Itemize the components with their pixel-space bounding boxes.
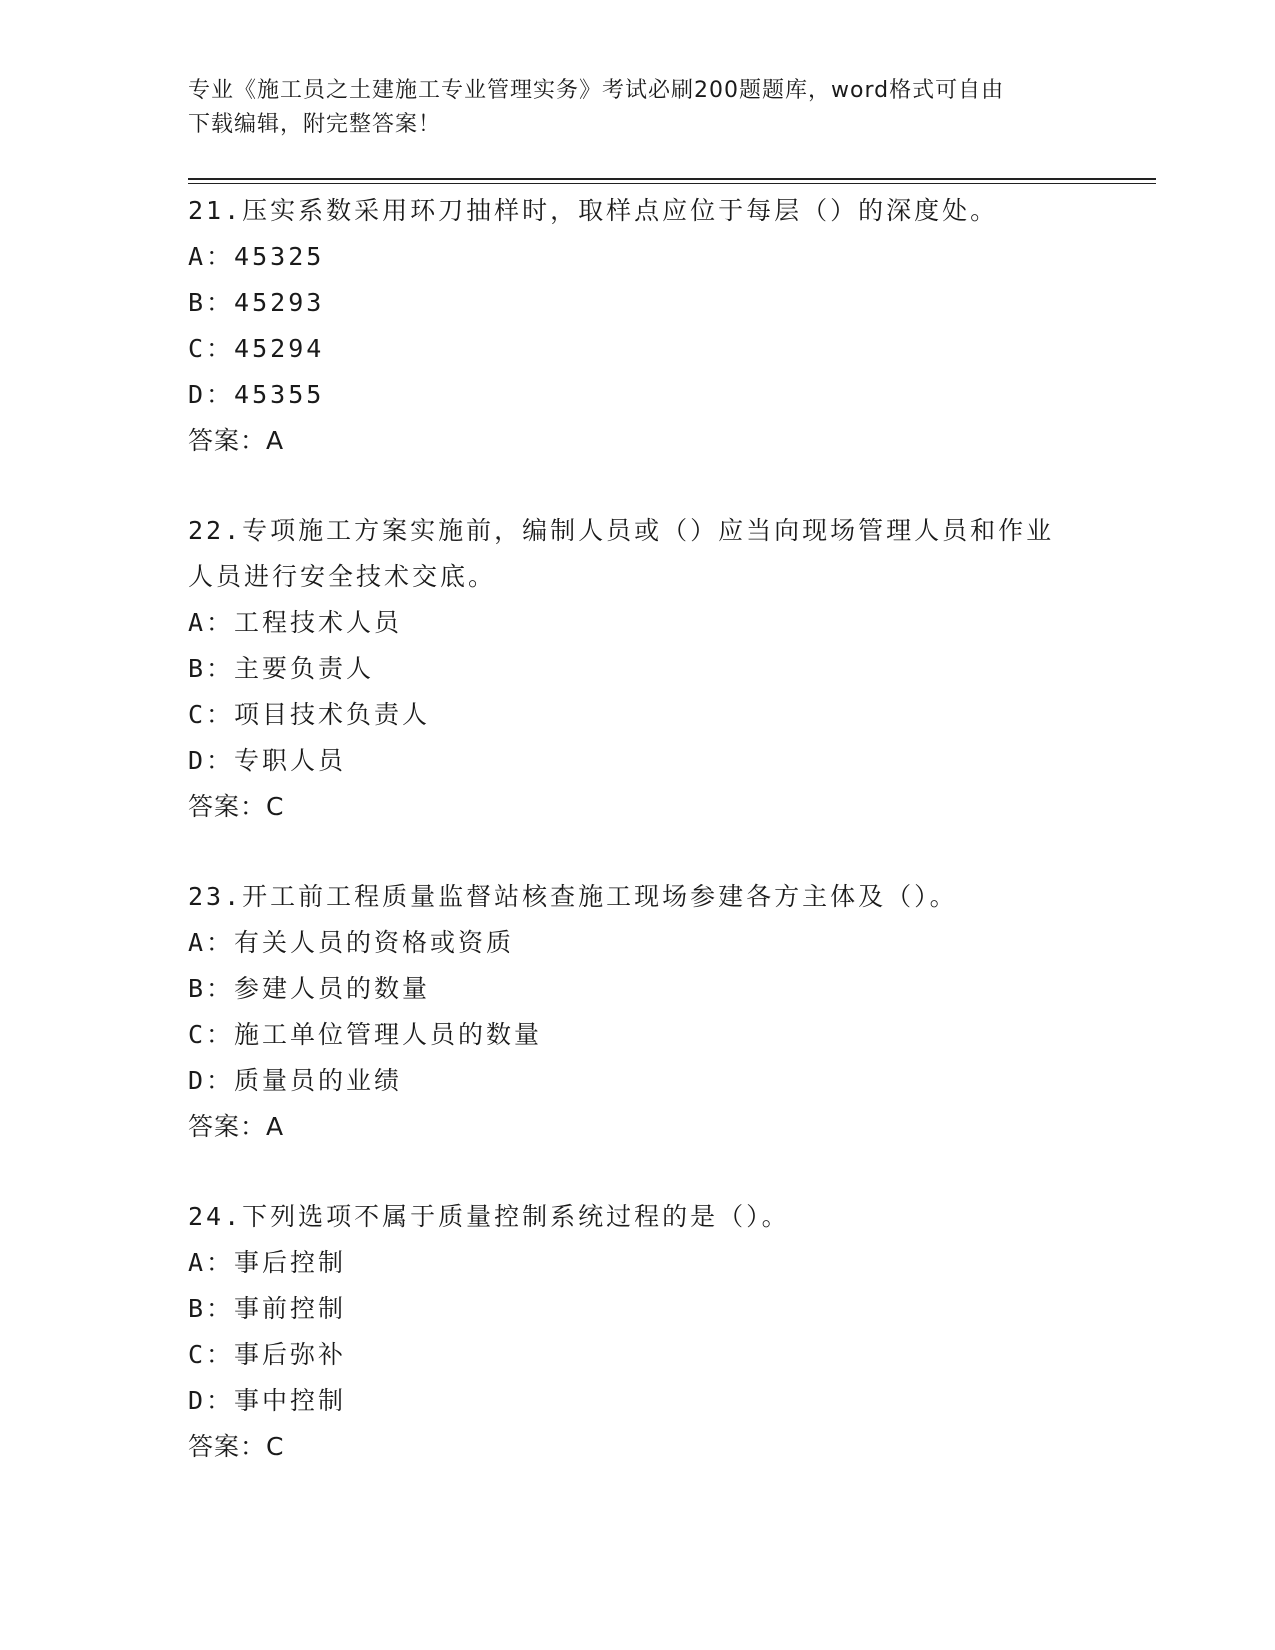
question-stem xyxy=(188,1194,1088,1240)
option-c: C：45294 xyxy=(188,334,325,363)
option-d: D：专职人员 xyxy=(188,746,347,775)
option-c: C：施工单位管理人员的数量 xyxy=(188,1020,543,1049)
option-a: A：有关人员的资格或资质 xyxy=(188,928,515,957)
header-divider-thin xyxy=(188,183,1156,184)
question-stem-line: 21.压实系数采用环刀抽样时，取样点应位于每层（）的深度处。 xyxy=(188,196,999,225)
question-spacer xyxy=(188,464,1088,508)
question-stem xyxy=(188,508,1088,600)
document-header xyxy=(188,74,1068,142)
header-line-1: 专业《施工员之土建施工专业管理实务》考试必刷200题题库，word格式可自由 xyxy=(188,78,1005,103)
option-b: B：主要负责人 xyxy=(188,654,375,683)
option-b: B：参建人员的数量 xyxy=(188,974,431,1003)
option-a: A：工程技术人员 xyxy=(188,608,403,637)
answer-line: 答案：A xyxy=(188,426,285,455)
question-stem-line: 22.专项施工方案实施前，编制人员或（）应当向现场管理人员和作业 xyxy=(188,516,1055,545)
option-d: D：45355 xyxy=(188,380,325,409)
question-stem xyxy=(188,874,1088,920)
header-divider-thick xyxy=(188,178,1156,180)
question-stem-line: 24.下列选项不属于质量控制系统过程的是（）。 xyxy=(188,1202,790,1231)
option-a: A：事后控制 xyxy=(188,1248,347,1277)
header-line-2: 下载编辑，附完整答案！ xyxy=(188,112,442,137)
question-stem-line: 23.开工前工程质量监督站核查施工现场参建各方主体及（）。 xyxy=(188,882,958,911)
question-stem xyxy=(188,188,1088,234)
question-spacer xyxy=(188,830,1088,874)
option-c: C：项目技术负责人 xyxy=(188,700,431,729)
option-c: C：事后弥补 xyxy=(188,1340,347,1369)
option-b: B：45293 xyxy=(188,288,325,317)
question-21 xyxy=(188,188,1088,464)
option-a: A：45325 xyxy=(188,242,325,271)
option-d: D：质量员的业绩 xyxy=(188,1066,403,1095)
answer-line: 答案：C xyxy=(188,792,285,821)
option-d: D：事中控制 xyxy=(188,1386,347,1415)
question-22 xyxy=(188,508,1088,830)
answer-line: 答案：C xyxy=(188,1432,285,1461)
question-list xyxy=(188,188,1088,1470)
question-spacer xyxy=(188,1150,1088,1194)
question-23 xyxy=(188,874,1088,1150)
answer-line: 答案：A xyxy=(188,1112,285,1141)
option-b: B：事前控制 xyxy=(188,1294,347,1323)
question-24 xyxy=(188,1194,1088,1470)
question-stem-line: 人员进行安全技术交底。 xyxy=(188,562,497,591)
